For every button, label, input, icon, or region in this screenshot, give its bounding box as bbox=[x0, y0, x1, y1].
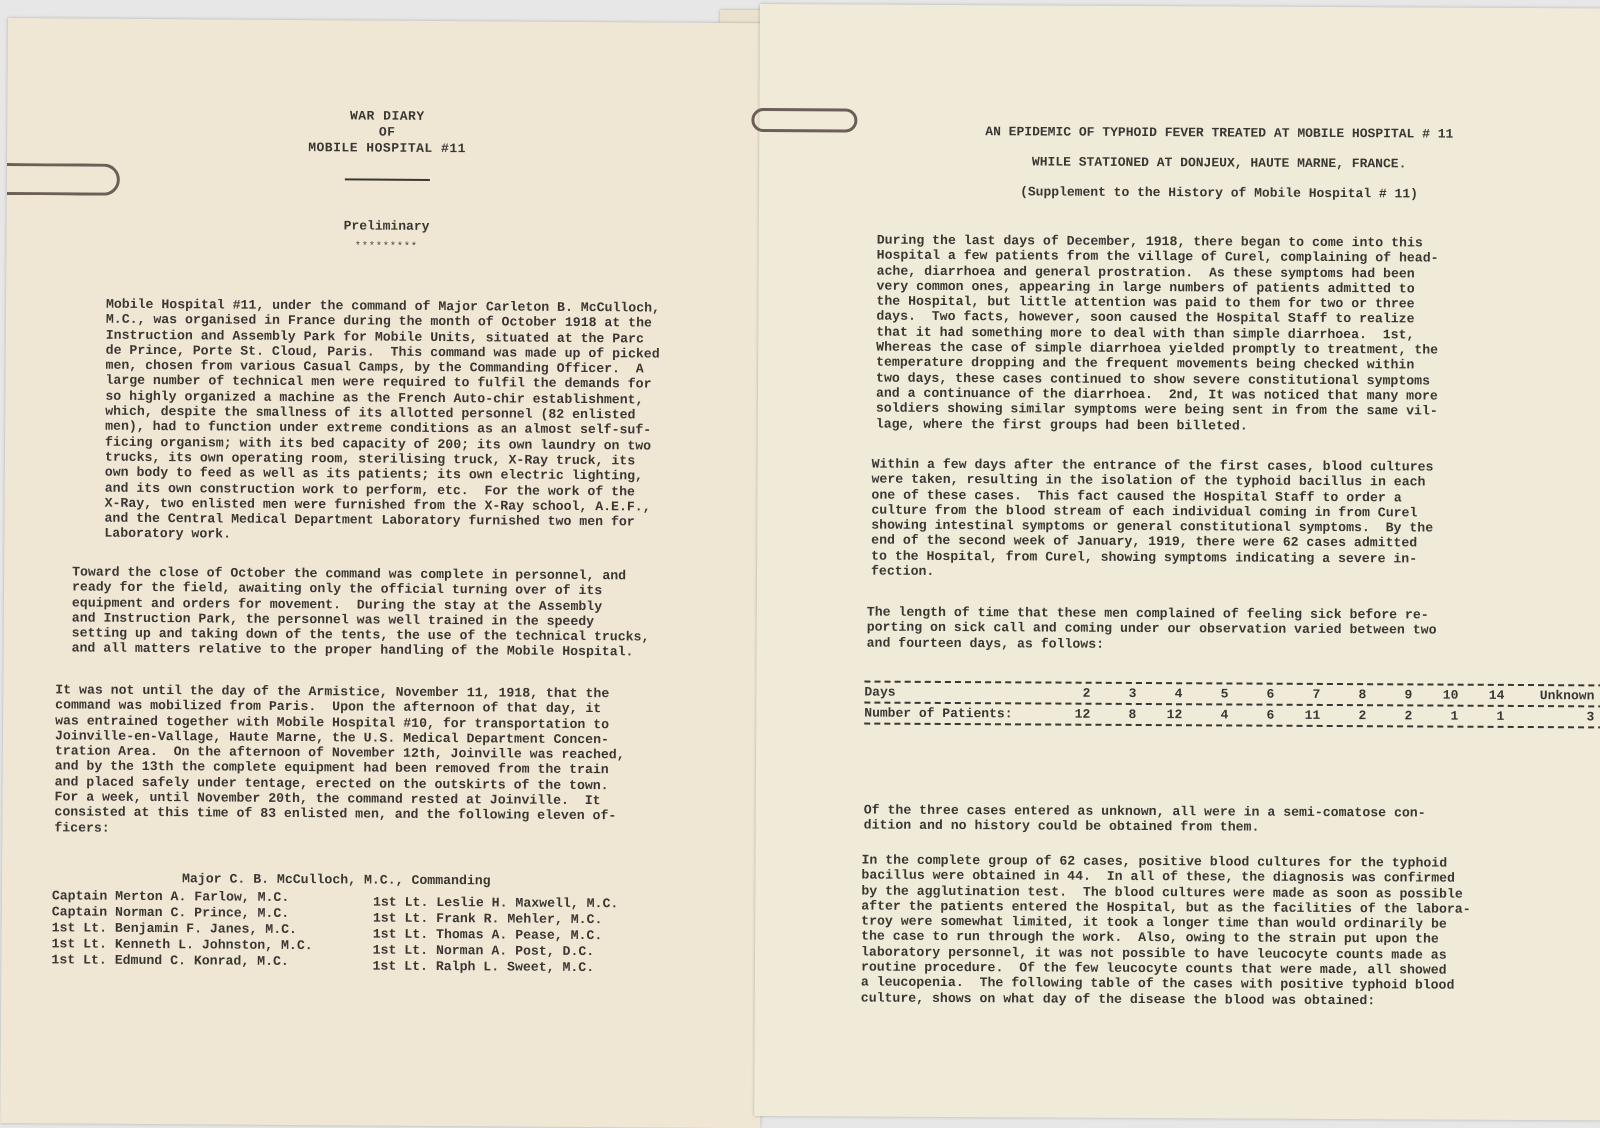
table-cell: 8 bbox=[1358, 687, 1367, 703]
paragraph-unknown-cases: Of the three cases entered as unknown, all were in a semi-comatose con- dition and no history could be obtained from them. bbox=[863, 802, 1426, 835]
row-label-days: Days bbox=[864, 684, 896, 700]
table-cell: 9 bbox=[1404, 687, 1413, 703]
table-cell: 12 bbox=[1166, 707, 1183, 723]
diary-title-line-2: OF bbox=[378, 124, 396, 140]
table-cell: Unknown bbox=[1539, 688, 1595, 704]
commanding-officer: Major C. B. McCulloch, M.C., Commanding bbox=[181, 871, 491, 889]
paragraph-curel-cases: During the last days of December, 1918, there began to come into this Hospital a few patients from the village of Curel, complaining of head- ache, diarrhoea and general prostration. As these symptoms had been very common ones, appearing in large numbers of patients admitted to the Hospital, but little attention was paid to them for two or three days. Two facts, however, soon caused the Hospital Staff to realize that it had something more to deal with than simple diarrhoea. 1st, Whereas the case of simple diarrhoea yielded promptly to treatment, the temperature dropping and the frequent movements being checked within two days, these cases continued to show severe constitutional symptoms and a continuance of the diarrhoea. 2nd, It was noticed that many more soldiers showing similar symptoms were being sent in from the same vil- lage, where the first groups had been billeted. bbox=[875, 232, 1439, 434]
table-cell: 7 bbox=[1312, 686, 1321, 702]
table-cell: 14 bbox=[1488, 687, 1505, 703]
table-cell: 2 bbox=[1358, 708, 1367, 724]
officer-list bbox=[51, 888, 618, 976]
paragraph-armistice: It was not until the day of the Armistice, November 11, 1918, that the command was mobilized from Paris. Upon the afternoon of that day, it was entrained together with Mobile Hospital #10, for transportation to Joinville-en-Vallage, Haute Marne, the U.S. Medical Department Concen- tration Area. On the afternoon of November 12th, Joinville was reached, and by the 13th the complete equipment had been removed from the train and placed safely under tentage, erected on the outskirts of the town. For a week, until November 20th, the command rested at Joinville. It consisted at this time of 83 enlisted men, and the following eleven of- ficers: bbox=[54, 682, 625, 836]
table-cell: 2 bbox=[1082, 685, 1091, 701]
table-cell: 12 bbox=[1074, 706, 1091, 722]
table-cell: 11 bbox=[1304, 707, 1321, 723]
diary-title-line-1: WAR DIARY bbox=[349, 108, 425, 124]
table-cell: 6 bbox=[1266, 686, 1275, 702]
report-title-line-1: AN EPIDEMIC OF TYPHOID FEVER TREATED AT MOBILE HOSPITAL # 11 bbox=[985, 124, 1454, 142]
paragraph-length-of-time: The length of time that these men complained of feeling sick before re- porting on sick call and coming under our observation varied between two and fourteen days, as follows: bbox=[866, 604, 1437, 652]
paperclip-icon bbox=[751, 108, 857, 133]
officers-column-left: Captain Merton A. Farlow, M.C. Captain Norman C. Prince, M.C. 1st Lt. Benjamin F. Janes, M.C. 1st Lt. Kenneth L. Johnston, M.C. 1st Lt. Edmund C. Konrad, M.C. bbox=[51, 888, 313, 969]
paragraph-organisation: Mobile Hospital #11, under the command of Major Carleton B. McCulloch, M.C., was organised in France during the month of October 1918 at the Instruction and Assembly Park for Mobile Units, situated at the Parc de Prince, Porte St. Cloud, Paris. This command was made up of picked men, chosen from various Casual Camps, by the Commanding Officer. A large number of technical men were required to fulfil the demands for so highly organized a machine as the French Auto-chir establishment, which, despite the smallness of its allotted personnel (82 enlisted men), had to function under extreme conditions as an almost self-suf- ficing organism; with its bed capacity of 200; its own laundry on two trucks, its own operating room, sterilising truck, X-Ray truck, its own body to feed as well as its patients; its own electric lighting, and its own construction work to perform, etc. For the work of the X-Ray, two enlisted men were furnished from the X-Ray school, A.E.F., and the Central Medical Department Laboratory furnished two men for Laboratory work. bbox=[104, 296, 661, 543]
table-cell: 2 bbox=[1404, 708, 1413, 724]
table-cell: 4 bbox=[1220, 707, 1229, 723]
diary-title-line-3: MOBILE HOSPITAL #11 bbox=[308, 140, 467, 157]
paragraph-october: Toward the close of October the command was complete in personnel, and ready for the field, awaiting only the official turning over of its equipment and orders for movement. During the stay at the Assembly and Instruction Park, the personnel was well trained in the speedy setting up and taking down of the tents, the use of the technical trucks, and all matters relative to the proper handling of the Mobile Hospital. bbox=[71, 564, 650, 660]
table-cell: 4 bbox=[1174, 686, 1183, 702]
table-cell: 1 bbox=[1450, 708, 1459, 724]
table-cell: 3 bbox=[1586, 709, 1595, 725]
paragraph-positive-cultures: In the complete group of 62 cases, positive blood cultures for the typhoid bacillus were obtained in 44. In all of these, the diagnosis was confirmed by the agglutination test. The blood cultures were made as soon as possible after the patients entered the Hospital, but as the facilities of the labora- troy were somewhat limited, it took a longer time than would ordinarily be the case to run through the work. Also, owing to the strain put upon the laboratory personnel, it was not possible to have leucocyte counts made as routine procedure. Of the few leucocyte counts that were made, all showed a leucopenia. The following table of the cases with positive typhoid blood culture, shows on what day of the disease the blood was obtained: bbox=[860, 852, 1471, 1008]
star-separator: ********* bbox=[354, 241, 418, 253]
table-cell: 3 bbox=[1128, 685, 1137, 701]
report-subtitle: (Supplement to the History of Mobile Hospital # 11) bbox=[1020, 184, 1418, 202]
row-label-patients: Number of Patients: bbox=[864, 705, 1013, 722]
report-title-line-2: WHILE STATIONED AT DONJEUX, HAUTE MARNE, FRANCE. bbox=[1031, 154, 1407, 172]
paperclip-icon bbox=[7, 163, 120, 196]
table-cell: 5 bbox=[1220, 686, 1229, 702]
paragraph-blood-cultures: Within a few days after the entrance of the first cases, blood cultures were taken, resulting in the isolation of the typhoid bacillus in each one of these cases. This fact caused the Hospital Staff to order a culture from the blood stream of each individual coming in from Curel showing intestinal symptoms or general constitutional symptoms. By the end of the second week of January, 1919, there were 62 cases admitted to the Hospital, from Curel, showing symptoms indicating a severe in- fection. bbox=[870, 456, 1434, 579]
days-patients-table bbox=[864, 681, 1600, 729]
title-rule bbox=[344, 178, 429, 181]
table-cell: 1 bbox=[1496, 708, 1505, 724]
officers-column-right: 1st Lt. Leslie H. Maxwell, M.C. 1st Lt. Frank R. Mehler, M.C. 1st Lt. Thomas A. Pease, M.C. 1st Lt. Norman A. Post, D.C. 1st Lt. Ralph L. Sweet, M.C. bbox=[372, 894, 619, 976]
typhoid-supplement-page bbox=[754, 4, 1600, 1120]
table-cell: 6 bbox=[1266, 707, 1275, 723]
war-diary-page bbox=[0, 18, 768, 1128]
section-heading: Preliminary bbox=[343, 218, 430, 234]
table-cell: 10 bbox=[1442, 687, 1459, 703]
table-cell: 8 bbox=[1128, 706, 1137, 722]
